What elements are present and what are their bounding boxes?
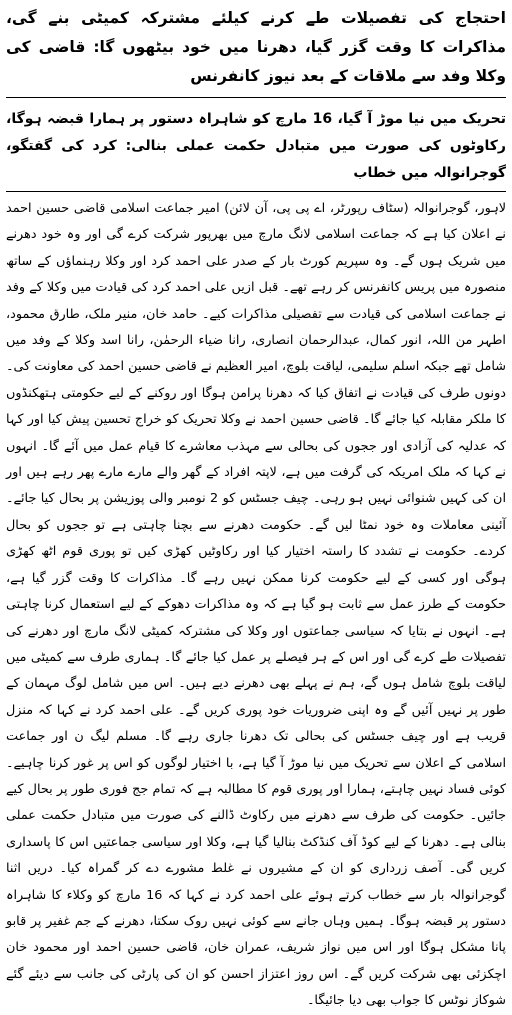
separator-line (6, 97, 506, 98)
article-body: لاہور، گوجرانوالہ (سٹاف رپورٹر، اے پی پی، آن لائن) امیر جماعت اسلامی قاضی حسین احمد نے اعلان کیا ہے کہ جماعت اسلامی لانگ مارچ میں بھرپور شرکت کرے گی اور وہ خود دھرنے میں شریک ہوں گے۔ وہ سپریم کورٹ بار کے صدر علی احمد کرد اور وکلا رہنماؤں کے ساتھ منصورہ میں پریس کانفرنس کر رہے تھے۔ قبل ازیں علی احمد کرد کی قیادت میں وکلا کے وفد نے جماعت اسلامی کی قیادت سے تفصیلی مذاکرات کیے۔ حامد خان، منیر ملک، طارق محمود، اطہر من اللہ، انور کمال، عبدالرحمان انصاری، رانا ضیاء الرحمٰن، رانا اسد وکلا کے وفد میں شامل تھے جبکہ اسلم سلیمی، لیاقت بلوچ، امیر العظیم نے قاضی حسین احمد کی معاونت کی۔ دونوں طرف کی قیادت نے اتفاق کیا کہ دھرنا پرامن ہوگا اور روکنے کے لیے حکومتی ہتھکنڈوں کا ملکر مقابلہ کیا جائے گا۔ قاضی حسین احمد نے وکلا تحریک کو خراج تحسین پیش کیا اور کہا کہ عدلیہ کی آزادی اور ججوں کی بحالی سے مہذب معاشرے کا قیام عمل میں آئے گا۔ انہوں نے کہا کہ ملک امریکہ کی گرفت میں ہے، لاپتہ افراد کے گھر والے مارے مارے پھر رہے ہیں اور ان کی کہیں شنوائی نہیں ہو رہی۔ چیف جسٹس کو 2 نومبر والی پوزیشن پر بحال کیا جائے۔ آئینی معاملات وہ خود نمٹا لیں گے۔ حکومت دھرنے سے بچنا چاہتی ہے تو ججوں کو بحال کردے۔ حکومت نے تشدد کا راستہ اختیار کیا اور رکاوٹیں کھڑی کیں تو پوری قوم اٹھ کھڑی ہوگی اور کسی کے لیے حکومت کرنا ممکن نہیں رہے گا۔ مذاکرات کا وقت گزر گیا ہے، حکومت کے طرز عمل سے ثابت ہو گیا ہے کہ وہ مذاکرات دھوکے کے لیے استعمال کرنا چاہتی ہے۔ انہوں نے بتایا کہ سیاسی جماعتوں اور وکلا کی مشترکہ کمیٹی لانگ مارچ اور دھرنے کی تفصیلات طے کرے گی اور اس کے ہر فیصلے پر عمل کیا جائے گا۔ ہماری طرف سے کمیٹی میں لیاقت بلوچ شامل ہوں گے، ہم نے پہلے بھی دھرنے دیے ہیں۔ اس میں شامل لوگ مہمان کے طور پر نہیں آئیں گے وہ اپنی ضروریات خود پوری کریں گے۔ علی احمد کرد نے کہا کہ منزل قریب ہے اور چیف جسٹس کی بحالی تک دھرنا جاری رہے گا۔ مسلم لیگ ن اور جماعت اسلامی کے اعلان سے تحریک میں نیا موڑ آ گیا ہے، با اختیار لوگوں کو اس پر غور کرنا چاہیے۔ کوئی فساد نہیں چاہتے، ہمارا اور پوری قوم کا مطالبہ ہے کہ تمام جج فوری طور پر بحال کیے جائیں۔ حکومت کی طرف سے دھرنے میں رکاوٹ ڈالنے کی صورت میں متبادل حکمت عملی بنالی ہے۔ دھرنا کے لیے کوڈ آف کنڈکٹ بنالیا گیا ہے، وکلا اور سیاسی جماعتیں اس کا پاسداری کریں گی۔ آصف زرداری کو ان کے مشیروں نے غلط مشورے دے کر گمراہ کیا۔ دریں اثنا گوجرانوالہ بار سے خطاب کرتے ہوئے علی احمد کرد نے کہا کہ 16 مارچ کو وکلاء کا شاہراہ دستور پر قبضہ ہوگا۔ ہمیں وہاں جانے سے کوئی نہیں روک سکتا، دھرنے کے جم غفیر پر قابو پانا مشکل ہوگا اور اس میں نواز شریف، عمران خان، قاضی حسین احمد اور محمود خان اچکزئی بھی شرکت کریں گے۔ اس روز اعتزاز احسن کو ان کی پارٹی کی جانب سے دیئے گئے شوکاز نوٹس کا جواب بھی دیا جائیگا۔ (6, 201, 506, 1009)
separator-line (6, 191, 506, 192)
headline: احتجاج کی تفصیلات طے کرنے کیلئے مشترکہ کمیٹی بنے گی، مذاکرات کا وقت گزر گیا، دھرنا میں خود بیٹھوں گا: قاضی کی وکلا وفد سے ملاقات کے بعد نیوز کانفرنس (6, 9, 506, 85)
sub-headline: تحریک میں نیا موڑ آ گیا، 16 مارچ کو شاہراہ دستور پر ہمارا قبضہ ہوگا، رکاوٹوں کی صورت میں متبادل حکمت عملی بنالی: کرد کی گفتگو، گوجرانوالہ میں خطاب (6, 111, 506, 181)
news-article (6, 4, 506, 1009)
